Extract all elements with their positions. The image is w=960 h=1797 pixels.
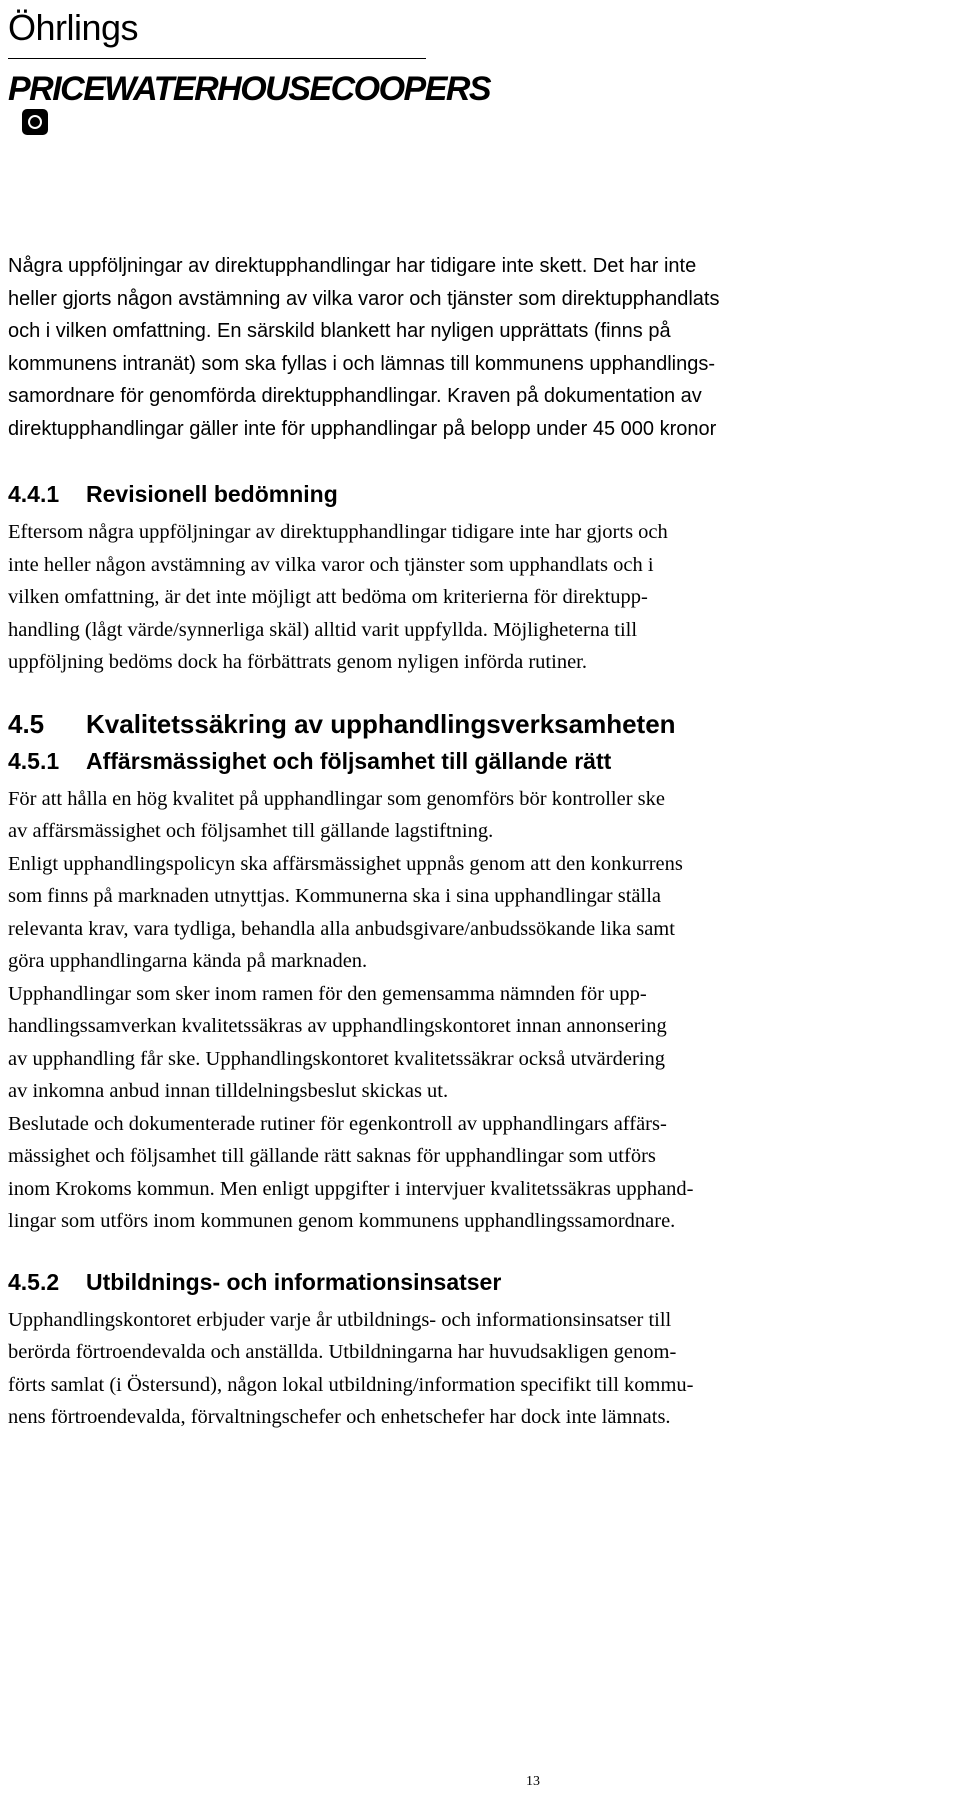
paragraph-affarsmassighet-2: Enligt upphandlingspolicyn ska affärsmässighet uppnås genom att den konkurrens som finns på marknaden utnyttjas. Kommunerna ska i sina upphandlingar ställa relevanta krav, vara tydliga, behandla alla anbudsgivare/anbudssökande lika samt göra upphandlingarna kända på marknaden.: [8, 852, 683, 972]
heading-title: Affärsmässighet och följsamhet till gällande rätt: [86, 747, 612, 774]
heading-number: 4.5.1: [8, 747, 60, 774]
heading-4-4-1: [8, 478, 956, 510]
heading-4-5-2: [8, 1266, 956, 1298]
firm-name-ohrlings: Öhrlings: [8, 7, 139, 48]
firm-name-pwc: PRICEWATERHOUSECOOPERS: [8, 70, 491, 108]
heading-title: Utbildnings- och informationsinsatser: [86, 1268, 502, 1295]
document-header: [8, 4, 491, 135]
paragraph-affarsmassighet-3: Upphandlingar som sker inom ramen för den gemensamma nämnden för upp- handlingssamverkan kvalitetssäkras av upphandlingskontoret innan annonsering av upphandling får ske. Upphandlingskontoret kvalitetssäkrar också utvärdering av inkomna anbud innan tilldelningsbeslut skickas ut.: [8, 982, 667, 1102]
paragraph-affarsmassighet-1: För att hålla en hög kvalitet på upphandlingar som genomförs bör kontroller ske av affärsmässighet och följsamhet till gällande lagstiftning.: [8, 787, 665, 842]
document-body: [8, 250, 956, 1434]
heading-number: 4.5.2: [8, 1268, 60, 1295]
heading-4-5-1: [8, 745, 956, 777]
heading-4-5: [8, 707, 956, 741]
paragraph-revisionell-bedomning: Eftersom några uppföljningar av direktupphandlingar tidigare inte har gjorts och inte heller någon avstämning av vilka varor och tjänster som upphandlats och i vilken omfattning, är det inte möjligt att bedöma om kriterierna för direktupp- handling (lågt värde/synnerliga skäl) alltid varit uppfyllda. Möjligheterna till uppföljning bedöms dock ha förbättrats genom nyligen införda rutiner.: [8, 521, 668, 673]
header-rule: [8, 58, 426, 59]
seal-icon: [22, 109, 48, 135]
paragraph-affarsmassighet-4: Beslutade och dokumenterade rutiner för egenkontroll av upphandlingars affärs- mässighet och följsamhet till gällande rätt saknas för upphandlingar som utförs inom Krokoms kommun. Men enligt uppgifter i intervjuer kvalitetssäkras upphand- lingar som utförs inom kommunen genom kommunens upphandlingssamordnare.: [8, 1112, 694, 1232]
page-number: 13: [526, 1774, 540, 1789]
intro-paragraph: Några uppföljningar av direktupphandlingar har tidigare inte skett. Det har inte heller gjorts någon avstämning av vilka varor och tjänster som direktupphandlats och i vilken omfattning. En särskild blankett har nyligen upprättats (finns på kommunens intranät) som ska fyllas i och lämnas till kommunens upphandlings- samordnare för genomförda direktupphandlingar. Kraven på dokumentation av direktupphandlingar gäller inte för upphandlingar på belopp under 45 000 kronor: [8, 255, 720, 440]
paragraph-utbildning: Upphandlingskontoret erbjuder varje år utbildnings- och informationsinsatser till berörda förtroendevalda och anställda. Utbildningarna har huvudsakligen genom- förts samlat (i Östersund), någon lokal utbildning/information specifikt till kommu- nens förtroendevalda, förvaltningschefer och enhetschefer har dock inte lämnats.: [8, 1308, 694, 1428]
firm-logo: [8, 69, 491, 135]
heading-number: 4.5: [8, 708, 45, 739]
heading-title: Revisionell bedömning: [86, 481, 338, 507]
heading-title: Kvalitetssäkring av upphandlingsverksamheten: [86, 708, 676, 739]
heading-number: 4.4.1: [8, 481, 60, 507]
